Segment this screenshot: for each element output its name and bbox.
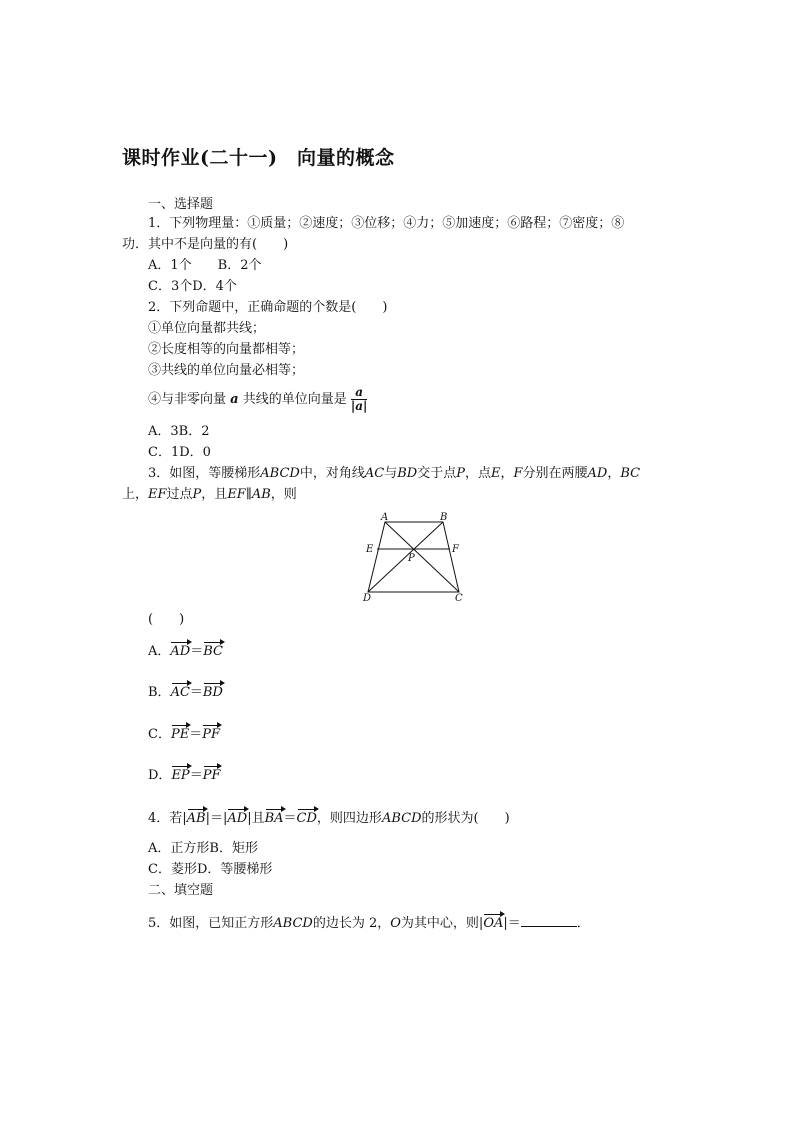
q5-math: O xyxy=(390,916,401,931)
q3-text: 过点 xyxy=(166,487,193,502)
q3-math: E xyxy=(490,466,501,481)
q4-math: ABCD xyxy=(381,811,422,826)
page-title: 课时作业(二十一) 向量的概念 xyxy=(122,147,395,169)
equals-sign: ＝ xyxy=(190,644,204,659)
q3-text: ， xyxy=(607,466,621,481)
q3-text: 分别在两腰 xyxy=(522,466,588,481)
trapezoid-figure xyxy=(355,510,475,602)
vector-bc: BC xyxy=(203,644,223,659)
label-b: B xyxy=(440,512,448,523)
q3-stem-line1 xyxy=(148,465,640,483)
section-choice: 一、选择题 xyxy=(148,197,214,212)
vector-ad: AD xyxy=(170,644,191,659)
q3-text: ， xyxy=(500,466,514,481)
vector-pf: PF xyxy=(202,727,220,742)
equals-sign: ＝ xyxy=(189,768,203,783)
vector-cd: CD xyxy=(296,811,317,826)
q3-math: BC xyxy=(620,466,641,481)
q5-math: ABCD xyxy=(273,916,313,931)
q2-proposition-3: ③共线的单位向量必相等； xyxy=(148,363,305,378)
label-a: A xyxy=(381,512,389,523)
q2-p4-vector-a: a xyxy=(230,392,239,407)
q3-stem-line2 xyxy=(122,486,297,504)
q3-text: 3．如图，等腰梯形 xyxy=(148,466,261,481)
section-fill: 二、填空题 xyxy=(148,883,214,898)
label-d: D xyxy=(363,593,372,602)
label-f: F xyxy=(452,544,459,555)
q3-math: P xyxy=(456,466,465,481)
q4-text: |且 xyxy=(247,811,265,826)
q1-stem-line1: 1．下列物理量：①质量；②速度；③位移；④力；⑤加速度；⑥路程；⑦密度；⑧ xyxy=(148,216,625,231)
q3-math: EF∥AB xyxy=(227,487,271,502)
q5-stem xyxy=(148,914,590,933)
q2-options-cd: C．1D．0 xyxy=(148,445,211,460)
q2-p4-prefix: ④与非零向量 xyxy=(148,392,227,407)
q4-text: |＝| xyxy=(205,811,228,826)
q3-math: AC xyxy=(364,466,385,481)
q3-text: ，且 xyxy=(201,487,228,502)
q3-text: 上， xyxy=(122,487,149,502)
label-p: P xyxy=(408,553,415,564)
q4-text: 4．若| xyxy=(148,811,187,826)
q3-text: 中，对角线 xyxy=(299,466,365,481)
q2-options-ab: A．3B．2 xyxy=(148,424,210,439)
option-label: A． xyxy=(148,644,171,659)
equals-sign: ＝ xyxy=(189,685,203,700)
q4-text: ，则四边形 xyxy=(316,811,382,826)
option-label: C． xyxy=(148,727,171,742)
q3-option-d xyxy=(148,767,220,785)
q5-text: 5．如图，已知正方形 xyxy=(148,916,274,931)
q2-proposition-1: ①单位向量都共线； xyxy=(148,321,266,336)
vector-pe: PE xyxy=(170,727,190,742)
q3-text: ，点 xyxy=(464,466,491,481)
vector-oa: OA xyxy=(483,916,504,931)
vector-ep: EP xyxy=(171,768,190,783)
q3-math: EF xyxy=(148,487,167,502)
q2-proposition-4 xyxy=(148,386,367,413)
q3-text: 与 xyxy=(384,466,398,481)
q2-unit-vector-fraction xyxy=(351,386,368,413)
q5-text: 的边长为 2， xyxy=(312,916,391,931)
option-label: B． xyxy=(148,685,171,700)
q4-stem xyxy=(148,810,510,828)
q3-option-b xyxy=(148,684,223,702)
q5-text: ． xyxy=(576,916,590,931)
q2-p4-middle: 共线的单位向量是 xyxy=(242,392,347,407)
q3-math: BD xyxy=(397,466,418,481)
q3-math: F xyxy=(513,466,523,481)
q4-options-ab: A．正方形B．矩形 xyxy=(148,841,258,856)
vector-ab: AB xyxy=(186,811,206,826)
q3-math: ABCD xyxy=(260,466,300,481)
diagonal-bd xyxy=(368,522,443,592)
q1-stem-line2: 功．其中不是向量的有( ) xyxy=(122,237,289,252)
fraction-numerator: a xyxy=(351,386,368,400)
q3-math: P xyxy=(192,487,202,502)
q4-options-cd: C．菱形D．等腰梯形 xyxy=(148,862,273,877)
label-e: E xyxy=(366,544,374,555)
q3-text: 交于点 xyxy=(417,466,457,481)
q3-answer-paren: ( ) xyxy=(148,612,185,627)
option-label: D． xyxy=(148,768,172,783)
diagonal-ac xyxy=(385,522,459,592)
vector-ad: AD xyxy=(227,811,248,826)
q4-text: 的形状为( ) xyxy=(421,811,510,826)
answer-blank[interactable] xyxy=(521,914,577,927)
q3-option-a xyxy=(148,643,223,661)
q3-text: ，则 xyxy=(270,487,297,502)
vector-bd: BD xyxy=(202,685,223,700)
fraction-denominator: |a| xyxy=(350,399,368,413)
label-c: C xyxy=(455,593,463,602)
q5-text: 为其中心，则| xyxy=(400,916,484,931)
q4-text: ＝ xyxy=(283,811,297,826)
q5-text: |＝ xyxy=(503,916,521,931)
vector-ac: AC xyxy=(170,685,190,700)
q1-options-cd: C．3个D．4个 xyxy=(148,279,237,294)
q1-options-ab: A．1个 B．2个 xyxy=(148,258,262,273)
q3-option-c xyxy=(148,726,220,744)
vector-pf: PF xyxy=(202,768,221,783)
vector-ba: BA xyxy=(264,811,284,826)
equals-sign: ＝ xyxy=(189,727,203,742)
q3-math: AD xyxy=(587,466,608,481)
q2-stem: 2．下列命题中，正确命题的个数是( ) xyxy=(148,300,388,315)
q2-proposition-2: ②长度相等的向量都相等； xyxy=(148,342,305,357)
